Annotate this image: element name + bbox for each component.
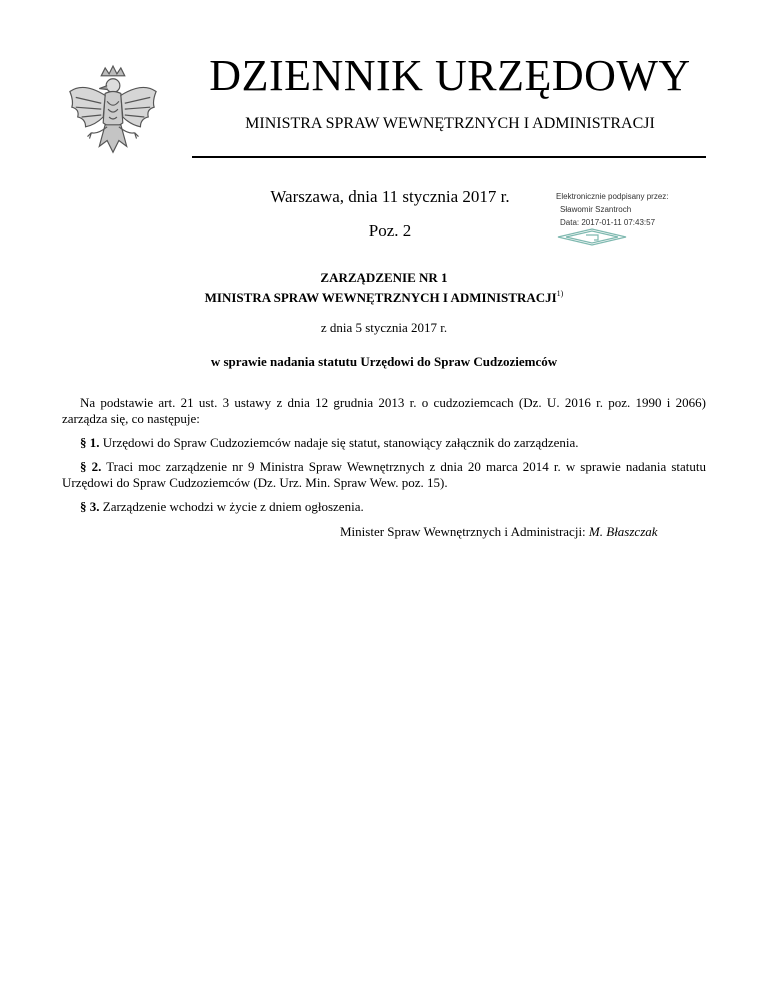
electronic-signature-stamp — [556, 190, 669, 229]
signature-name: M. Błaszczak — [588, 524, 658, 539]
position-number: Poz. 2 — [368, 221, 412, 240]
section-3-text: Zarządzenie wchodzi w życie z dniem ogłoszenia. — [99, 499, 364, 514]
act-title-line1: ZARZĄDZENIE NR 1 — [320, 270, 448, 285]
section-2-text: Traci moc zarządzenie nr 9 Ministra Spraw Wewnętrznych z dnia 20 marca 2014 r. w sprawie nadania statutu Urzędowi do Spraw Cudzoziemców (Dz. Urz. Min. Spraw Wew. poz. 15). — [62, 459, 706, 490]
act-date: z dnia 5 stycznia 2017 r. — [320, 320, 448, 335]
footnote-mark: 1) — [556, 289, 564, 298]
section-3-mark: § 3. — [80, 499, 100, 514]
section-2-paragraph — [62, 459, 706, 491]
journal-subtitle: MINISTRA SPRAW WEWNĘTRZNYCH I ADMINISTRACJI — [245, 115, 655, 132]
act-body — [62, 395, 706, 523]
section-1-mark: § 1. — [80, 435, 100, 450]
journal-title: DZIENNIK URZĘDOWY — [209, 51, 691, 100]
act-subject: w sprawie nadania statutu Urzędowi do Spraw Cudzoziemców — [210, 354, 558, 369]
polish-eagle-emblem-icon — [64, 62, 162, 170]
section-2-mark: § 2. — [80, 459, 102, 474]
header-divider — [192, 156, 706, 158]
preamble-paragraph: Na podstawie art. 21 ust. 3 ustawy z dnia 12 grudnia 2013 r. o cudzoziemcach (Dz. U. 2016 r. poz. 1990 i 2066) zarządza się, co następuje: — [62, 395, 706, 426]
section-3-paragraph — [62, 499, 706, 515]
signature-stamp-signer: Sławomir Szantroch — [560, 205, 632, 214]
signature-stamp-date: Data: 2017-01-11 07:43:57 — [560, 218, 656, 227]
signature-stamp-heading: Elektronicznie podpisany przez: — [556, 192, 669, 201]
signature-verification-icon — [556, 228, 628, 246]
act-title — [40, 270, 728, 306]
section-1-text: Urzędowi do Spraw Cudzoziemców nadaje się statut, stanowiący załącznik do zarządzenia. — [99, 435, 579, 450]
act-issuer: MINISTRA SPRAW WEWNĘTRZNYCH I ADMINISTRACJI — [204, 290, 557, 305]
publication-dateline: Warszawa, dnia 11 stycznia 2017 r. — [270, 187, 510, 206]
section-1-paragraph — [62, 435, 706, 451]
signature-label: Minister Spraw Wewnętrznych i Administracji: — [340, 524, 589, 539]
act-title-line2 — [40, 286, 728, 306]
minister-signature — [340, 524, 720, 540]
